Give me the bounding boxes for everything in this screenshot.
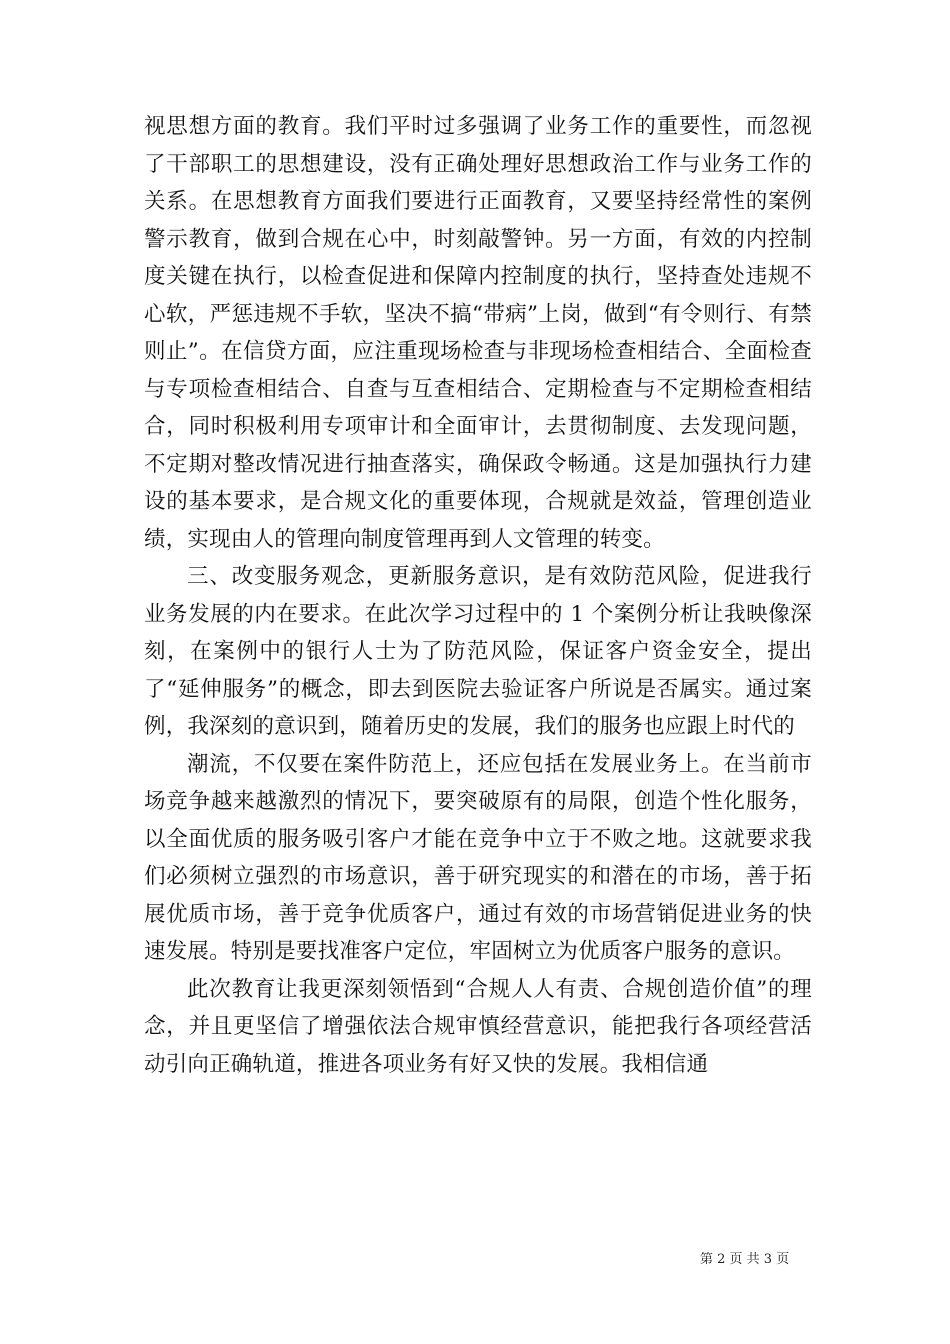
paragraph-market-awareness: 潮流，不仅要在案件防范上，还应包括在发展业务上。在当前市场竞争越来越激烈的情况下，要突破原有的局限，创造个性化服务，以全面优质的服务吸引客户才能在竞争中立于不败之地。这就要求我们必须树立强烈的市场意识，善于研究现实的和潜在的市场，善于拓展优质市场，善于竞争优质客户，通过有效的市场营销促进业务的快速发展。特别是要找准客户定位，牢固树立为优质客户服务的意识。 <box>144 751 812 964</box>
paragraph-inspection: 视思想方面的教育。我们平时过多强调了业务工作的重要性，而忽视了干部职工的思想建设，没有正确处理好思想政治工作与业务工作的关系。在思想教育方面我们要进行正面教育，又要坚持经常性的案例警示教育，做到合规在心中，时刻敲警钟。另一方面，有效的内控制度关键在执行，以检查促进和保障内控制度的执行，坚持查处违规不心软，严惩违规不手软，坚决不搞“带病”上岗，做到“有令则行、有禁则止”。在信贷方面，应注重现场检查与非现场检查相结合、全面检查与专项检查相结合、自查与互查相结合、定期检查与不定期检查相结合，同时积极利用专项审计和全面审计，去贯彻制度、去发现问题，不定期对整改情况进行抽查落实，确保政令畅通。这是加强执行力建设的基本要求，是合规文化的重要体现，合规就是效益，管理创造业绩，实现由人的管理向制度管理再到人文管理的转变。 <box>144 114 812 552</box>
document-body <box>144 108 812 1083</box>
paragraph-service-concept: 三、改变服务观念，更新服务意识，是有效防范风险，促进我行业务发展的内在要求。在此次学习过程中的 1 个案例分析让我映像深刻，在案例中的银行人士为了防范风险，保证客户资金安全，提出了“延伸服务”的概念，即去到医院去验证客户所说是否属实。通过案例，我深刻的意识到，随着历史的发展，我们的服务也应跟上时代的 <box>144 564 812 739</box>
paragraph-compliance-value: 此次教育让我更深刻领悟到“合规人人有责、合规创造价值”的理念，并且更坚信了增强依法合规审慎经营意识，能把我行各项经营活动引向正确轨道，推进各项业务有好又快的发展。我相信通 <box>144 976 812 1077</box>
page-number: 第 2 页 共 3 页 <box>700 1252 790 1267</box>
